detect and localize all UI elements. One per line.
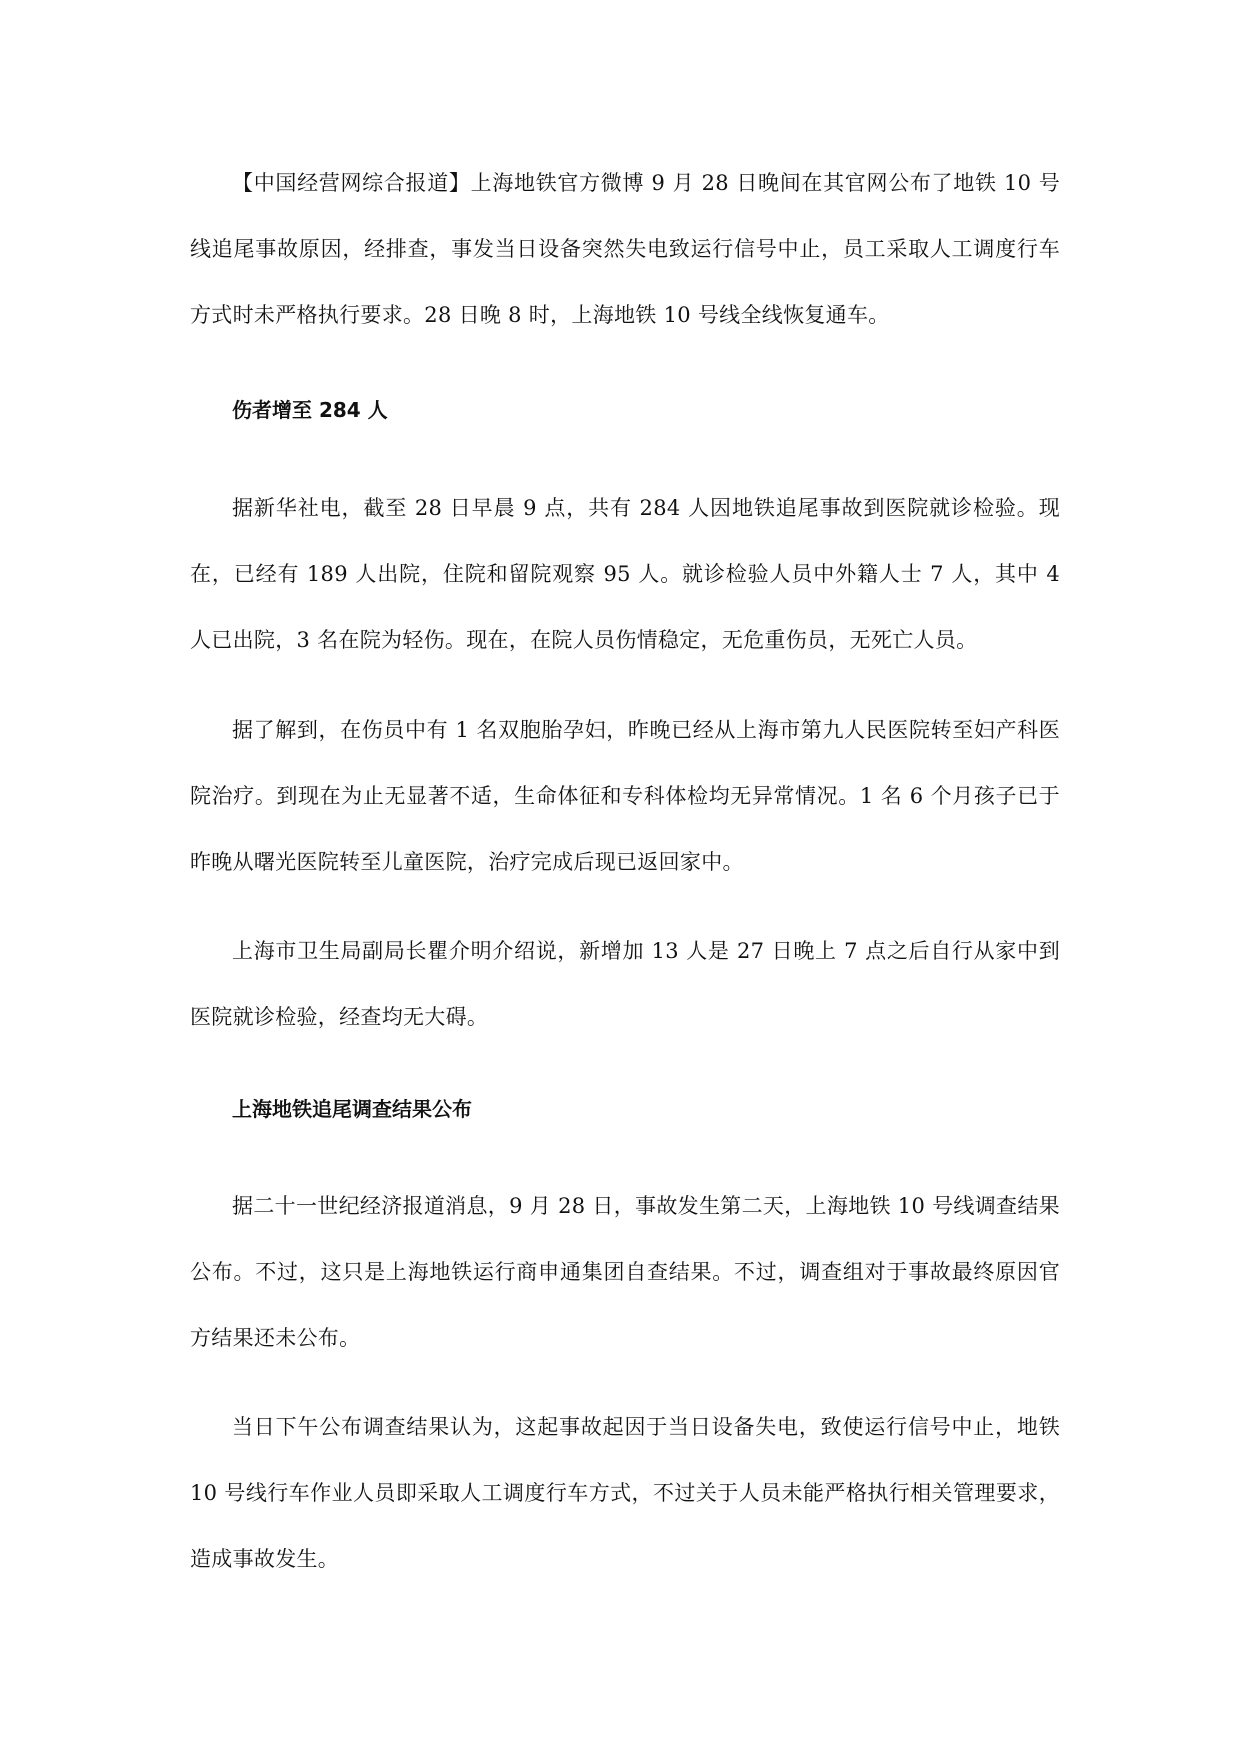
new-patients-paragraph: 上海市卫生局副局长瞿介明介绍说，新增加 13 人是 27 日晚上 7 点之后自行从家中到医院就诊检验，经查均无大碍。 xyxy=(190,939,1060,1029)
investigation-paragraph: 据二十一世纪经济报道消息，9 月 28 日，事故发生第二天，上海地铁 10 号线调查结果公布。不过，这只是上海地铁运行商申通集团自查结果。不过，调查组对于事故最终原因官方结果还未公布。 xyxy=(190,1194,1060,1350)
section-heading-investigation: 上海地铁追尾调查结果公布 xyxy=(232,1097,472,1121)
injuries-paragraph: 据新华社电，截至 28 日早晨 9 点，共有 284 人因地铁追尾事故到医院就诊检验。现在，已经有 189 人出院，住院和留院观察 95 人。就诊检验人员中外籍人士 7 人，其中 4 人已出院，3 名在院为轻伤。现在，在院人员伤情稳定，无危重伤员，无死亡人员。 xyxy=(190,496,1060,652)
pregnant-woman-paragraph: 据了解到，在伤员中有 1 名双胞胎孕妇，昨晚已经从上海市第九人民医院转至妇产科医院治疗。到现在为止无显著不适，生命体征和专科体检均无异常情况。1 名 6 个月孩子已于昨晚从曙光医院转至儿童医院，治疗完成后现已返回家中。 xyxy=(190,718,1060,874)
intro-paragraph: 【中国经营网综合报道】上海地铁官方微博 9 月 28 日晚间在其官网公布了地铁 10 号线追尾事故原因，经排查，事发当日设备突然失电致运行信号中止，员工采取人工调度行车方式时未严格执行要求。28 日晚 8 时，上海地铁 10 号线全线恢复通车。 xyxy=(190,171,1060,327)
cause-paragraph: 当日下午公布调查结果认为，这起事故起因于当日设备失电，致使运行信号中止，地铁 10 号线行车作业人员即采取人工调度行车方式，不过关于人员未能严格执行相关管理要求，造成事故发生。 xyxy=(190,1415,1060,1571)
section-heading-injuries: 伤者增至 284 人 xyxy=(232,398,388,422)
